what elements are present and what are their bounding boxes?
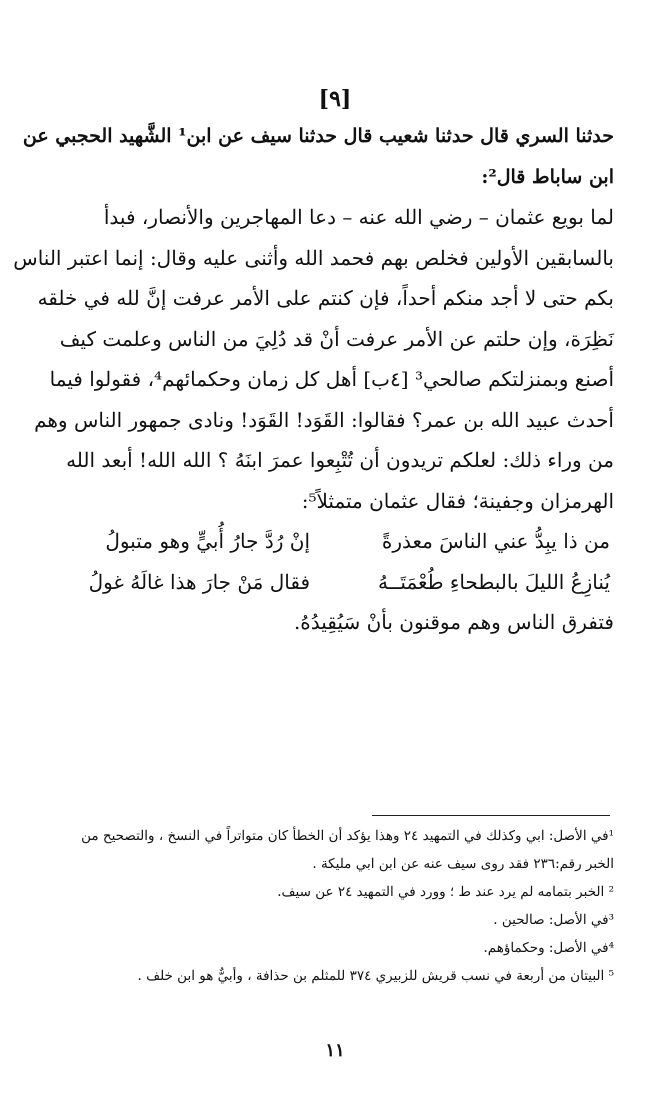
footnote: الخبر رقم:٢٣٦ فقد روى سيف عنه عن ابن ابي مليكة . bbox=[312, 856, 614, 872]
main-text bbox=[13, 116, 614, 643]
verse-row bbox=[58, 562, 614, 603]
isnad-line: ابن ساباط قال²: bbox=[481, 165, 614, 188]
footnote: ² الخبر بتمامه لم يرد عند ط ؛ وورد في التمهيد ٢٤ عن سيف. bbox=[277, 884, 614, 900]
footnotes bbox=[58, 822, 614, 990]
footnote: ³في الأصل: صالحين . bbox=[493, 912, 614, 928]
isnad-line: حدثنا السري قال حدثنا شعيب قال حدثنا سيف عن ابن¹ الشَّهيد الحجبي عن bbox=[22, 125, 614, 147]
footnote: ⁵ البيتان من أربعة في نسب قريش للزبيري ٣٧٤ للمثلم بن حذافة ، وأبيٌّ هو ابن خلف . bbox=[137, 968, 614, 984]
footnote-divider bbox=[372, 815, 610, 816]
footnote: ⁴في الأصل: وحكماؤهم. bbox=[483, 940, 614, 956]
closing-line: فتفرق الناس وهم موقنون بأنْ سَيُقِيدُهُ. bbox=[293, 610, 614, 634]
paragraph-line: أصنع وبمنزلتكم صالحي³ [٤ب] أهل كل زمان وحكمائهم⁴، فقولوا فيما bbox=[49, 367, 614, 391]
verse-first-hemistich: يُنازِعُ الليلَ بالبطحاءِ طُعْمَتَــهُ bbox=[377, 569, 610, 594]
verse-second-hemistich: إنْ رُدَّ جارُ أُبيٍّ وهو متبولُ bbox=[105, 529, 310, 553]
paragraph-line: من وراء ذلك: لعلكم تريدون أن تُتْبِعوا عمرَ ابنَهُ ؟ الله الله! أبعد الله bbox=[66, 448, 614, 472]
verse-first-hemistich: من ذا يبِدُّ عني الناسَ معذرةً bbox=[381, 529, 610, 553]
paragraph-line: أحدث عبيد الله بن عمر؟ فقالوا: القَوَد! القَوَد! ونادى جمهور الناس وهم bbox=[34, 407, 614, 432]
paragraph-line: نَظِرَة، وإن حلتم عن الأمر عرفت أنْ قد دُلِيَ من الناس وعلمت كيف bbox=[59, 326, 614, 351]
footnote: ¹في الأصل: ابي وكذلك في التمهيد ٢٤ وهذا يؤكد أن الخطأ كان متواتراً في النسخ ، والتصحيح من bbox=[81, 828, 614, 844]
paragraph-line: الهرمزان وجفينة؛ فقال عثمان متمثلاً⁵: bbox=[301, 488, 614, 513]
page-number: ١١ bbox=[325, 1040, 345, 1061]
verse-second-hemistich: فقال مَنْ جارَ هذا غالَهُ غولُ bbox=[88, 569, 310, 594]
paragraph-line: لما بويع عثمان – رضي الله عنه – دعا المهاجرين والأنصار، فبدأ bbox=[103, 205, 614, 229]
verse-row bbox=[58, 521, 614, 562]
section-number: [٩] bbox=[318, 86, 352, 112]
paragraph-line: بالسابقين الأولين فخلص بهم فحمد الله وأثنى عليه وقال: إنما اعتبر الناس bbox=[13, 245, 614, 270]
paragraph-line: بكم حتى لا أجد منكم أحداً، فإن كنتم على الأمر عرفت إنَّ لله في خلقه bbox=[37, 286, 614, 310]
